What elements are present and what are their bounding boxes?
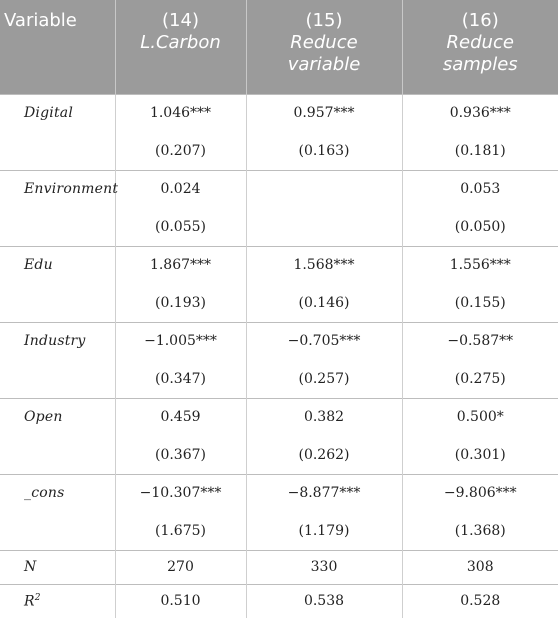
column-label: L.Carbon — [140, 32, 221, 53]
stat-value: 0.510 — [115, 584, 246, 618]
header-col-14 — [115, 0, 246, 94]
column-label: Reduce — [290, 32, 358, 53]
table-row — [0, 94, 558, 132]
std-error-cell: (0.146) — [246, 284, 402, 322]
column-number: (14) — [162, 10, 199, 31]
std-error-cell: (0.301) — [454, 446, 506, 463]
stat-value: 270 — [115, 550, 246, 584]
coefficient-cell: −8.877*** — [246, 474, 402, 512]
coefficient-cell: 0.957*** — [246, 94, 402, 132]
header-col-15 — [246, 0, 402, 94]
stat-value: 0.528 — [402, 584, 558, 618]
stat-name: N — [0, 550, 115, 584]
column-number: (15) — [305, 10, 343, 31]
stat-value: 330 — [246, 550, 402, 584]
std-error-cell: (0.347) — [115, 360, 246, 398]
header-variable: Variable — [0, 0, 115, 94]
std-error-cell: (0.193) — [115, 284, 246, 322]
coefficient-cell: 0.459 — [115, 398, 246, 436]
stat-row-r2 — [0, 584, 558, 618]
coefficient-cell: −9.806*** — [402, 474, 558, 512]
std-error-cell: (0.367) — [115, 436, 246, 474]
coefficient-cell: −1.005*** — [115, 322, 246, 360]
variable-name: Industry — [0, 322, 115, 398]
coefficient-cell: 1.568*** — [246, 246, 402, 284]
coefficient-cell: 1.046*** — [115, 94, 246, 132]
std-error-cell: (0.050) — [454, 218, 506, 235]
std-error-cell: (0.155) — [454, 294, 506, 311]
column-label: Reduce — [446, 32, 514, 53]
coefficient-cell: 0.500* — [402, 398, 558, 436]
table-row — [0, 246, 558, 284]
table-row — [0, 398, 558, 436]
variable-name: Environment — [0, 170, 115, 246]
coefficient-cell: 0.024 — [115, 170, 246, 208]
std-error-cell: (0.181) — [454, 142, 506, 159]
std-error-cell: (0.055) — [115, 208, 246, 246]
std-error-cell: (1.179) — [246, 512, 402, 550]
std-error-cell: (1.368) — [454, 522, 506, 539]
variable-name: _cons — [0, 474, 115, 550]
stat-value: 308 — [402, 550, 558, 584]
coefficient-cell — [246, 170, 402, 208]
stat-value: 0.538 — [246, 584, 402, 618]
table-row — [0, 170, 558, 208]
coefficient-cell: 0.382 — [246, 398, 402, 436]
std-error-cell: (0.163) — [246, 132, 402, 170]
column-label: variable — [287, 54, 361, 75]
stat-name-base: R — [24, 593, 35, 610]
column-number: (16) — [461, 10, 499, 31]
std-error-cell: (1.675) — [115, 512, 246, 550]
variable-name: Edu — [0, 246, 115, 322]
coefficient-cell: −10.307*** — [115, 474, 246, 512]
std-error-cell: (0.207) — [115, 132, 246, 170]
coefficient-cell: 1.556*** — [402, 246, 558, 284]
stat-row-n — [0, 550, 558, 584]
variable-name: Digital — [0, 94, 115, 170]
stat-name — [0, 584, 115, 618]
stat-name-superscript: 2 — [34, 592, 41, 603]
std-error-cell: (0.262) — [246, 436, 402, 474]
std-error-cell — [246, 208, 402, 246]
coefficient-cell: −0.705*** — [246, 322, 402, 360]
std-error-cell: (0.275) — [454, 370, 506, 387]
table-row — [0, 322, 558, 360]
variable-name: Open — [0, 398, 115, 474]
coefficient-cell: −0.587** — [402, 322, 558, 360]
std-error-cell: (0.257) — [246, 360, 402, 398]
coefficient-cell: 0.936*** — [402, 94, 558, 132]
coefficient-cell: 1.867*** — [115, 246, 246, 284]
column-label: samples — [442, 54, 518, 75]
header-col-16 — [402, 0, 558, 94]
table-row — [0, 474, 558, 512]
coefficient-cell: 0.053 — [402, 170, 558, 208]
header-row — [0, 0, 558, 94]
